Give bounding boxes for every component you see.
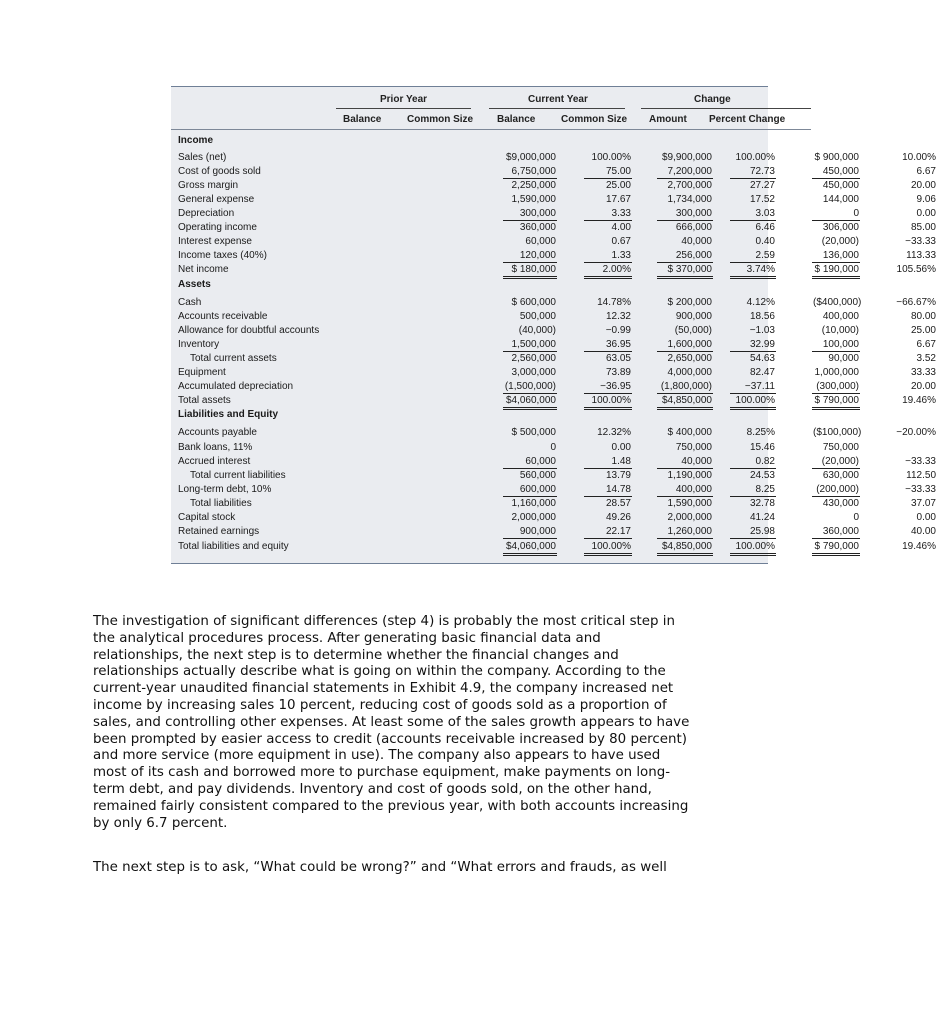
table-cell: 24.53 (749, 470, 775, 481)
table-cell: 105.56% (896, 264, 936, 275)
table-cell: 4.12% (746, 297, 775, 308)
col-header-prior-common-size: Common Size (407, 114, 474, 125)
table-cell: 0 (550, 442, 556, 453)
table-cell: (50,000) (674, 325, 712, 336)
table-cell: 14.78% (597, 297, 631, 308)
table-cell: $ 200,000 (667, 297, 712, 308)
table-row (171, 151, 936, 165)
table-row (171, 310, 936, 324)
table-cell: 1,590,000 (511, 194, 556, 205)
table-cell: 400,000 (657, 483, 713, 497)
table-cell: 2,250,000 (511, 180, 556, 191)
table-cell: 20.00 (910, 180, 936, 191)
table-cell: 2,560,000 (511, 353, 556, 364)
table-cell: $ 790,000 (812, 394, 860, 410)
table-row (171, 469, 936, 483)
table-cell: (10,000) (821, 325, 859, 336)
table-row (171, 193, 936, 207)
table-cell: 40,000 (681, 236, 712, 247)
row-label: Cash (178, 297, 202, 308)
col-header-prior-balance: Balance (343, 114, 382, 125)
table-cell: 25.00 (605, 180, 631, 191)
table-cell: 113.33 (906, 250, 936, 261)
table-row (171, 511, 936, 525)
table-cell: 54.63 (749, 353, 775, 364)
table-cell: 360,000 (812, 525, 860, 539)
row-label: Accounts receivable (178, 311, 268, 322)
table-cell: 1,260,000 (657, 525, 713, 539)
row-label: Net income (178, 264, 229, 275)
table-cell: $4,850,000 (657, 540, 713, 556)
table-cell: 256,000 (657, 249, 713, 263)
table-cell: 6,750,000 (503, 165, 557, 179)
table-cell: −33.33 (905, 456, 936, 467)
section-row (171, 278, 811, 292)
table-cell: $9,000,000 (505, 152, 556, 163)
table-cell: 8.25% (746, 427, 775, 438)
table-cell: 112.50 (906, 470, 936, 481)
table-row (171, 207, 936, 221)
table-cell: 32.78 (749, 498, 775, 509)
table-row (171, 483, 936, 497)
table-row (171, 441, 859, 455)
group-header-current: Current Year (528, 94, 588, 105)
table-cell: 1.48 (584, 455, 632, 469)
table-cell: 360,000 (519, 222, 556, 233)
table-cell: 1,160,000 (511, 498, 556, 509)
table-cell: (1,800,000) (657, 380, 713, 394)
table-cell: 49.26 (605, 512, 631, 523)
row-label: Inventory (178, 339, 220, 350)
table-cell: (20,000) (812, 455, 860, 469)
table-cell: 2,700,000 (667, 180, 712, 191)
table-cell: 6.67 (916, 339, 936, 350)
table-cell: 1,734,000 (667, 194, 712, 205)
table-cell: 2,000,000 (511, 512, 556, 523)
table-cell: −37.11 (730, 380, 776, 394)
group-header-change: Change (694, 94, 731, 105)
table-cell: (1,500,000) (504, 381, 556, 392)
table-cell: (20,000) (821, 236, 859, 247)
table-cell: 2,000,000 (667, 512, 712, 523)
table-cell: 8.25 (730, 483, 776, 497)
row-label: Total liabilities (190, 498, 252, 509)
table-cell: 33.33 (910, 367, 936, 378)
body-paragraph-2: The next step is to ask, “What could be wrong?” and “What errors and frauds, as well (93, 860, 667, 875)
table-cell: 0.00 (916, 208, 936, 219)
table-cell: 4.00 (611, 222, 631, 233)
table-cell: −0.99 (605, 325, 631, 336)
table-row (171, 324, 936, 338)
table-cell: 15.46 (749, 442, 775, 453)
table-cell: 3.74% (730, 263, 776, 279)
table-cell: ($100,000) (813, 427, 862, 438)
table-cell: 13.79 (605, 470, 631, 481)
table-row (171, 235, 936, 249)
table-cell: 100.00% (591, 152, 631, 163)
table-cell: 0 (853, 512, 859, 523)
table-row (171, 221, 936, 235)
table-cell: 3.03 (730, 207, 776, 221)
table-row (171, 366, 936, 380)
table-cell: 306,000 (822, 222, 859, 233)
table-row (171, 263, 936, 277)
row-label: Accumulated depreciation (178, 381, 294, 392)
table-cell: 136,000 (812, 249, 860, 263)
table-cell: 17.52 (749, 194, 775, 205)
table-cell: 1.33 (584, 249, 632, 263)
table-row (171, 525, 936, 539)
row-label: Total current liabilities (190, 470, 286, 481)
table-cell: 100.00% (730, 540, 776, 556)
table-cell: (300,000) (812, 380, 860, 394)
row-label: Allowance for doubtful accounts (178, 325, 320, 336)
table-cell: 2,650,000 (667, 353, 712, 364)
table-cell: 25.98 (730, 525, 776, 539)
group-header-prior: Prior Year (380, 94, 428, 105)
table-cell: 1,590,000 (667, 498, 712, 509)
table-cell: 3.52 (916, 353, 936, 364)
table-cell: 80.00 (910, 311, 936, 322)
table-cell: 0.67 (611, 236, 631, 247)
table-cell: 450,000 (822, 180, 859, 191)
table-cell: 100,000 (812, 338, 860, 352)
table-cell: $ 500,000 (511, 427, 556, 438)
col-header-percent-change: Percent Change (709, 114, 786, 125)
table-row (171, 165, 936, 179)
table-cell: 72.73 (730, 165, 776, 179)
table-cell: 300,000 (657, 207, 713, 221)
row-label: Long-term debt, 10% (178, 484, 272, 495)
table-cell: 630,000 (822, 470, 859, 481)
table-cell: 6.67 (916, 166, 936, 177)
table-cell: 40,000 (657, 455, 713, 469)
table-cell: (200,000) (812, 483, 860, 497)
table-cell: 60,000 (525, 236, 556, 247)
table-cell: 560,000 (519, 470, 556, 481)
table-cell: 41.24 (749, 512, 775, 523)
table-row (171, 426, 936, 440)
table-row (171, 296, 936, 310)
section-row (171, 134, 811, 148)
table-row (171, 394, 936, 408)
table-cell: 19.46% (902, 395, 936, 406)
table-cell: 2.00% (584, 263, 632, 279)
table-cell: 1,190,000 (667, 470, 712, 481)
table-cell: 1,600,000 (657, 338, 713, 352)
table-cell: 666,000 (675, 222, 712, 233)
table-cell: 400,000 (822, 311, 859, 322)
table-cell: 0 (812, 207, 860, 221)
table-cell: 22.17 (584, 525, 632, 539)
table-cell: 0.40 (755, 236, 775, 247)
table-cell: 27.27 (749, 180, 775, 191)
table-cell: 85.00 (910, 222, 936, 233)
table-cell: 900,000 (503, 525, 557, 539)
table-cell: 300,000 (503, 207, 557, 221)
table-row (171, 338, 936, 352)
table-cell: 1,000,000 (814, 367, 859, 378)
row-label: Interest expense (178, 236, 252, 247)
financial-table (171, 86, 936, 564)
table-cell: 37.07 (910, 498, 936, 509)
row-label: Accounts payable (178, 427, 257, 438)
table-cell: 6.46 (755, 222, 775, 233)
table-row (171, 179, 936, 193)
table-row (171, 540, 936, 554)
table-cell: $4,060,000 (503, 394, 557, 410)
row-label: Income taxes (40%) (178, 250, 267, 261)
table-cell: 18.56 (749, 311, 775, 322)
table-cell: −1.03 (749, 325, 775, 336)
col-header-current-common-size: Common Size (561, 114, 628, 125)
table-cell: −33.33 (905, 236, 936, 247)
table-cell: $ 370,000 (657, 263, 713, 279)
table-cell: 500,000 (519, 311, 556, 322)
col-header-current-balance: Balance (497, 114, 536, 125)
row-label: Capital stock (178, 512, 236, 523)
table-cell: 28.57 (605, 498, 631, 509)
table-cell: 14.78 (584, 483, 632, 497)
row-label: Bank loans, 11% (178, 442, 253, 453)
row-label: Retained earnings (178, 526, 260, 537)
table-cell: 25.00 (910, 325, 936, 336)
table-cell: 100.00% (735, 152, 775, 163)
table-cell: 0.82 (730, 455, 776, 469)
table-cell: 2.59 (730, 249, 776, 263)
section-label: Assets (178, 279, 211, 290)
table-cell: 32.99 (730, 338, 776, 352)
table-cell: 1,500,000 (503, 338, 557, 352)
table-cell: 40.00 (910, 526, 936, 537)
table-cell: (40,000) (518, 325, 556, 336)
table-cell: 600,000 (503, 483, 557, 497)
row-label: Total current assets (190, 353, 277, 364)
table-cell: 12.32 (605, 311, 631, 322)
col-header-change-amount: Amount (649, 114, 687, 125)
table-cell: 9.06 (916, 194, 936, 205)
table-cell: $ 400,000 (667, 427, 712, 438)
table-cell: 900,000 (675, 311, 712, 322)
table-row (171, 380, 936, 394)
row-label: Total assets (178, 395, 231, 406)
table-cell: 73.89 (605, 367, 631, 378)
table-cell: 4,000,000 (667, 367, 712, 378)
table-cell: 120,000 (503, 249, 557, 263)
row-label: Operating income (178, 222, 257, 233)
table-cell: 100.00% (584, 394, 632, 410)
row-label: Depreciation (178, 208, 235, 219)
table-cell: 750,000 (675, 442, 712, 453)
table-cell: 450,000 (812, 165, 860, 179)
table-row (171, 249, 936, 263)
row-label: Equipment (178, 367, 226, 378)
table-cell: 19.46% (902, 541, 936, 552)
table-cell: 750,000 (822, 442, 859, 453)
table-cell: 63.05 (605, 353, 631, 364)
row-label: Accrued interest (178, 456, 251, 467)
row-label: Gross margin (178, 180, 239, 191)
table-cell: 3.33 (584, 207, 632, 221)
row-label: Sales (net) (178, 152, 227, 163)
table-cell: 90,000 (828, 353, 859, 364)
table-cell: −33.33 (905, 484, 936, 495)
section-row (171, 408, 811, 422)
table-row (171, 352, 936, 366)
table-cell: $4,060,000 (503, 540, 557, 556)
table-cell: 0.00 (916, 512, 936, 523)
table-cell: 17.67 (605, 194, 631, 205)
table-cell: 20.00 (910, 381, 936, 392)
table-cell: 100.00% (584, 540, 632, 556)
table-cell: 10.00% (902, 152, 936, 163)
section-label: Income (178, 135, 214, 146)
row-label: General expense (178, 194, 255, 205)
table-cell: 100.00% (730, 394, 776, 410)
table-row (171, 455, 936, 469)
table-cell: $ 600,000 (511, 297, 556, 308)
table-cell: −66.67% (896, 297, 936, 308)
table-cell: 82.47 (749, 367, 775, 378)
row-label: Cost of goods sold (178, 166, 261, 177)
table-cell: 12.32% (597, 427, 631, 438)
table-cell: 3,000,000 (511, 367, 556, 378)
table-cell: $ 900,000 (814, 152, 859, 163)
table-cell: −36.95 (584, 380, 632, 394)
table-cell: $ 190,000 (812, 263, 860, 279)
table-cell: 144,000 (822, 194, 859, 205)
table-cell: $ 180,000 (503, 263, 557, 279)
section-label: Liabilities and Equity (178, 409, 279, 420)
table-cell: −20.00% (896, 427, 936, 438)
table-cell: 36.95 (584, 338, 632, 352)
table-cell: $4,850,000 (657, 394, 713, 410)
row-label: Total liabilities and equity (178, 541, 289, 552)
table-cell: 75.00 (584, 165, 632, 179)
table-row (171, 497, 936, 511)
table-cell: $9,900,000 (661, 152, 712, 163)
table-cell: 430,000 (822, 498, 859, 509)
table-cell: 60,000 (503, 455, 557, 469)
table-cell: 7,200,000 (657, 165, 713, 179)
body-paragraph-1: The investigation of significant differences (step 4) is probably the most critical step in the analytical procedures process. After generating basic financial data and relationships, the next step is to determine whether the financial changes and relationships actually describe what is going on within the company. According to the current-year unaudited financial statements in Exhibit 4.9, the company increased net income by increasing sales 10 percent, reducing cost of goods sold as a proportion of sales, and controlling other expenses. At least some of the sales growth appears to have been prompted by easier access to credit (accounts receivable increased by 80 percent) and more service (more equipment in use). The company also appears to have used most of its cash and borrowed more to purchase equipment, make payments on long-term debt, and pay dividends. Inventory and cost of goods sold, on the other hand, remained fairly consistent compared to the previous year, with both accounts increasing by only 6.7 percent. (93, 614, 690, 831)
table-cell: 0.00 (611, 442, 631, 453)
table-cell: $ 790,000 (812, 540, 860, 556)
table-cell: ($400,000) (813, 297, 862, 308)
